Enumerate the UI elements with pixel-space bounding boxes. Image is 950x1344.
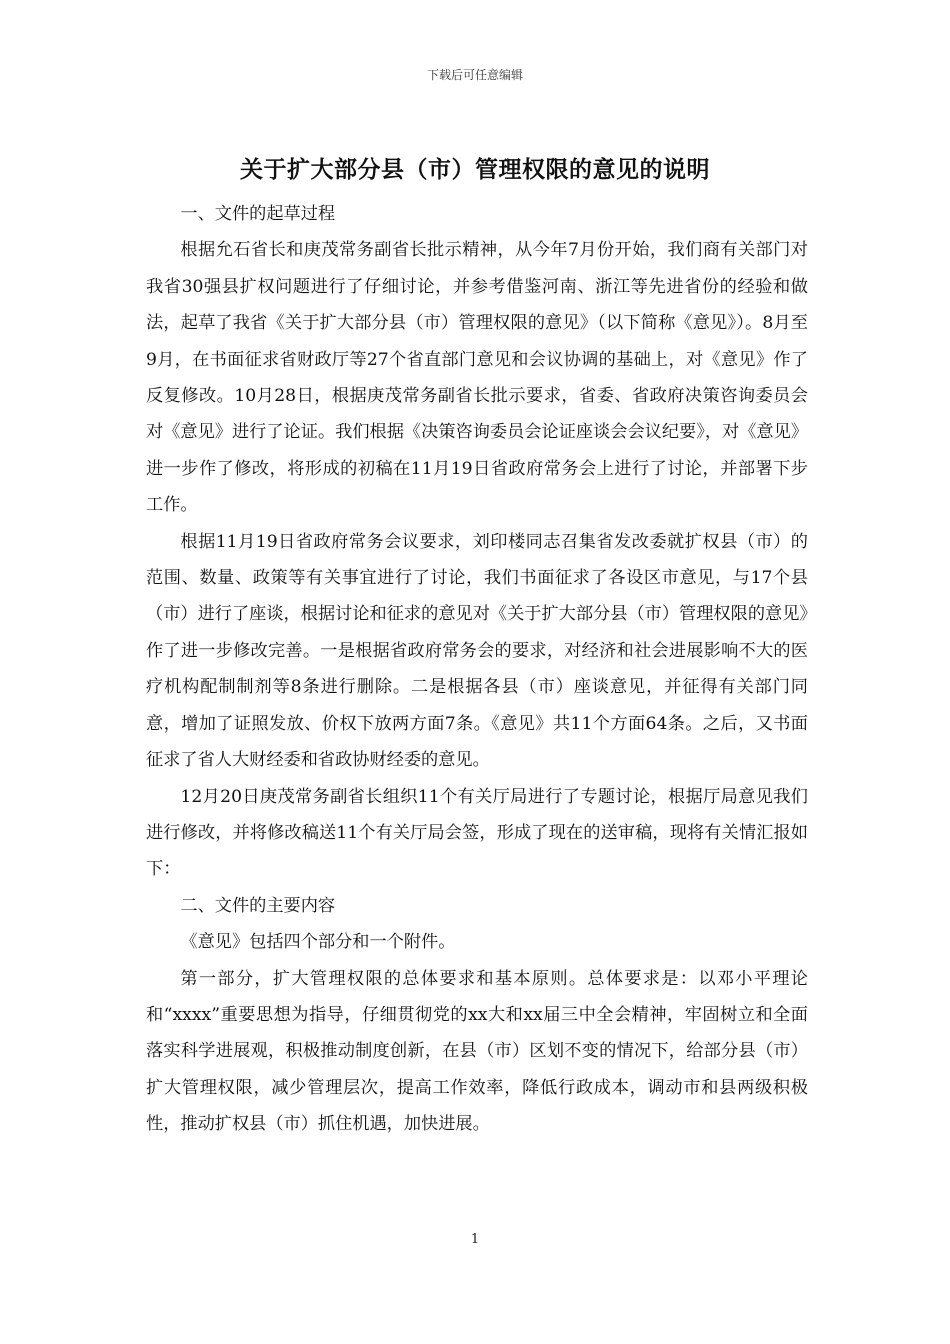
body-paragraph: 根据11月19日省政府常务会议要求，刘印楼同志召集省发改委就扩权县（市）的范围、数量、政策等有关事宜进行了讨论，我们书面征求了各设区市意见，与17个县（市）进行了座谈，根据讨论和征求的意见对《关于扩大部分县（市）管理权限的意见》作了进一步修改完善。一是根据省政府常务会的要求，对经济和社会进展影响不大的医疗机构配制制剂等8条进行删除。二是根据各县（市）座谈意见，并征得有关部门同意，增加了证照发放、价权下放两方面7条。《意见》共11个方面64条。之后，又书面征求了省人大财经委和省政协财经委的意见。 xyxy=(146,531,808,771)
section-heading-content: 二、文件的主要内容 xyxy=(180,895,336,916)
body-paragraph: 第一部分，扩大管理权限的总体要求和基本原则。总体要求是：以邓小平理论和“xxxx”重要思想为指导，仔细贯彻党的xx大和xx届三中全会精神，牢固树立和全面落实科学进展观，积极推动制度创新，在县（市）区划不变的情况下，给部分县（市）扩大管理权限，减少管理层次，提高工作效率，降低行政成本，调动市和县两级积极性，推动扩权县（市）抓住机遇，加快进展。 xyxy=(146,968,808,1135)
document-body xyxy=(146,196,808,1143)
header-note: 下载后可任意编辑 xyxy=(426,68,523,82)
body-paragraph: 《意见》包括四个部分和一个附件。 xyxy=(180,932,456,953)
section-heading-drafting: 一、文件的起草过程 xyxy=(180,204,336,224)
page-number: 1 xyxy=(470,1232,480,1247)
body-paragraph: 12月20日庚茂常务副省长组织11个有关厅局进行了专题讨论，根据厅局意见我们进行修改，并将修改稿送11个有关厅局会签，形成了现在的送审稿，现将有关情汇报如下： xyxy=(146,786,808,880)
body-paragraph: 根据允石省长和庚茂常务副省长批示精神，从今年7月份开始，我们商有关部门对我省30强县扩权问题进行了仔细讨论，并参考借鉴河南、浙江等先进省份的经验和做法，起草了我省《关于扩大部分县（市）管理权限的意见》（以下简称《意见》）。8月至9月，在书面征求省财政厅等27个省直部门意见和会议协调的基础上，对《意见》作了反复修改。10月28日，根据庚茂常务副省长批示要求，省委、省政府决策咨询委员会对《意见》进行了论证。我们根据《决策咨询委员会论证座谈会会议纪要》，对《意见》进一步作了修改，将形成的初稿在11月19日省政府常务会上进行了讨论，并部署下步工作。 xyxy=(146,240,808,516)
document-title: 关于扩大部分县（市）管理权限的意见的说明 xyxy=(240,156,710,183)
